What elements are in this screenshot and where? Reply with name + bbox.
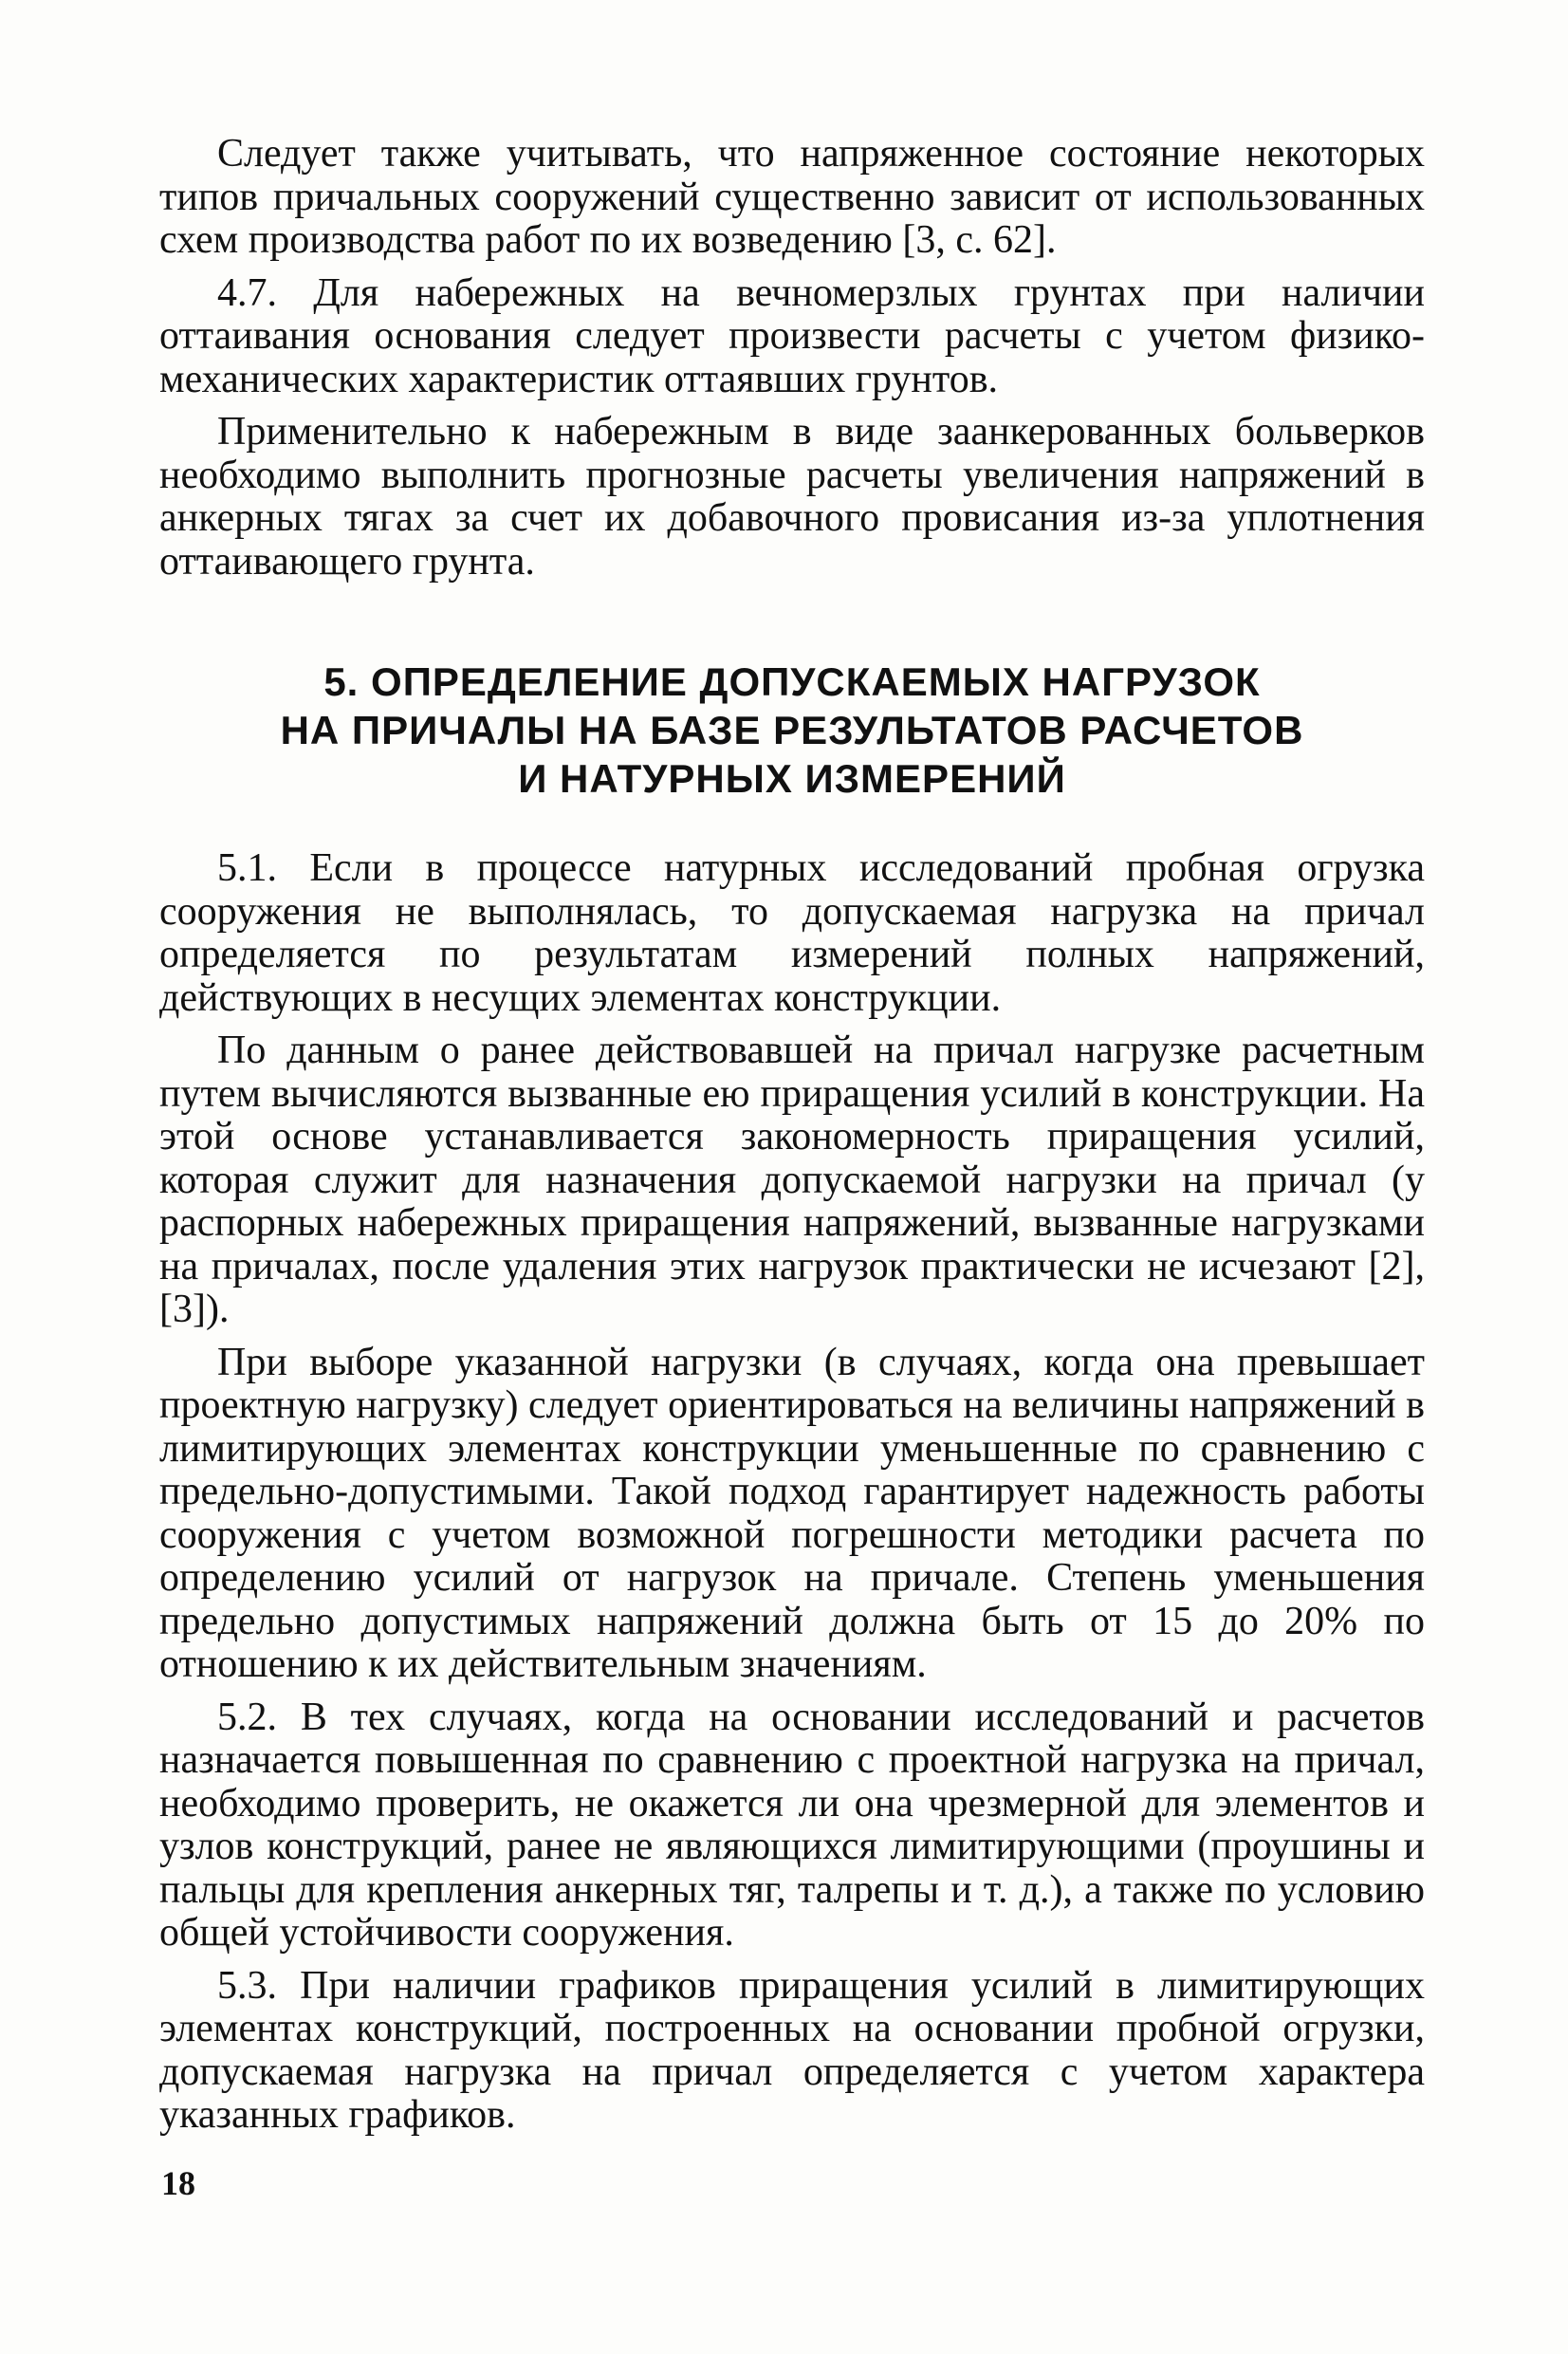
intro-text bbox=[159, 133, 1425, 584]
section-heading bbox=[159, 658, 1425, 803]
paragraph-5-3: 5.3. При наличии графиков приращения усилий в лимитирующих элементах конструкций, построенных на основании пробной огрузки, допускаемая нагрузка на причал определяется с учетом характера указанных графиков. bbox=[159, 1963, 1425, 2137]
paragraph-bulkheads: Применительно к набережным в виде заанкерованных больверков необходимо выполнить прогнозные расчеты увеличения напряжений в анкерных тягах за счет их добавочного провисания из-за уплотнения оттаивающего грунта. bbox=[159, 410, 1425, 584]
page-number: 18 bbox=[161, 2164, 195, 2202]
paragraph-4-7: 4.7. Для набережных на вечномерзлых грунтах при наличии оттаивания основания следует произвести расчеты с учетом физико-механических характеристик оттаявших грунтов. bbox=[159, 270, 1425, 401]
section-text bbox=[159, 847, 1425, 2138]
heading-line-1: 5. ОПРЕДЕЛЕНИЕ ДОПУСКАЕМЫХ НАГРУЗОК bbox=[323, 659, 1261, 704]
heading-line-3: И НАТУРНЫХ ИЗМЕРЕНИЙ bbox=[518, 756, 1066, 801]
heading-line-2: НА ПРИЧАЛЫ НА БАЗЕ РЕЗУЛЬТАТОВ РАСЧЕТОВ bbox=[280, 708, 1304, 752]
paragraph-load-choice: При выборе указанной нагрузки (в случаях, когда она превышает проектную нагрузку) следует ориентироваться на величины напряжений в лимитирующих элементах конструкции уменьшенные по сравнению с предельно-допустимыми. Такой подход гарантирует надежность работы сооружения с учетом возможной погрешности методики расчета по определению усилий от нагрузок на причале. Степень уменьшения предельно допустимых напряжений должна быть от 15 до 20% по отношению к их действительным значениям. bbox=[159, 1340, 1425, 1686]
paragraph-stress-state: Следует также учитывать, что напряженное состояние некоторых типов причальных сооружений существенно зависит от использованных схем производства работ по их возведению [3, с. 62]. bbox=[159, 132, 1425, 262]
paragraph-5-2: 5.2. В тех случаях, когда на основании исследований и расчетов назначается повышенная по сравнению с проектной нагрузка на причал, необходимо проверить, не окажется ли она чрезмерной для элементов и узлов конструкций, ранее не являющихся лимитирующими (проушины и пальцы для крепления анкерных тяг, талрепы и т. д.), а также по условию общей устойчивости сооружения. bbox=[159, 1695, 1425, 1955]
paragraph-5-1: 5.1. Если в процессе натурных исследований пробная огрузка сооружения не выполнялась, то допускаемая нагрузка на причал определяется по результатам измерений полных напряжений, действующих в несущих элементах конструкции. bbox=[159, 846, 1425, 1020]
paragraph-previous-load: По данным о ранее действовавшей на причал нагрузке расчетным путем вычисляются вызванные ею приращения усилий в конструкции. На этой основе устанавливается закономерность приращения усилий, которая служит для назначения допускаемой нагрузки на причал (у распорных набережных приращения напряжений, вызванные нагрузками на причалах, после удаления этих нагрузок практически не исчезают [2], [3]). bbox=[159, 1029, 1425, 1331]
